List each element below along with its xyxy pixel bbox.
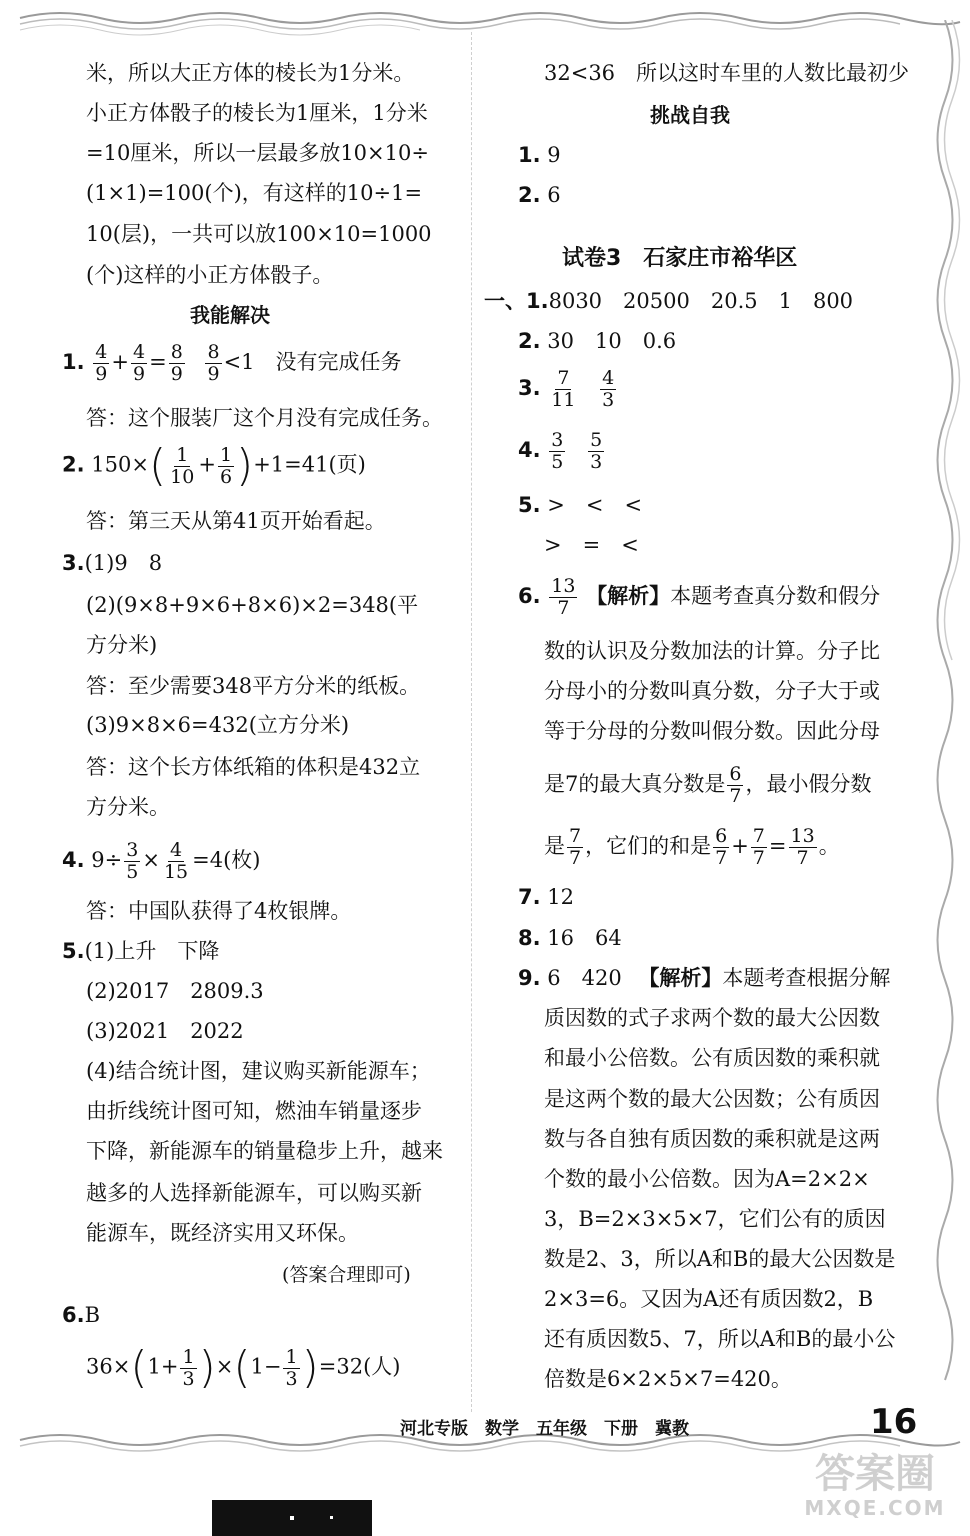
fraction: $\frac{3}{5}$	[551, 429, 564, 473]
fraction: $\frac{13}{7}$	[790, 825, 815, 869]
text-line: (个)这样的小正方体骰子。	[86, 263, 334, 287]
fraction: $\frac{1}{3}$	[285, 1345, 298, 1390]
answer-line: 答：这个长方体纸箱的体积是432立	[86, 755, 421, 779]
right-wave-border	[920, 20, 970, 1400]
text-line: (4)结合统计图，建议购买新能源车；	[86, 1059, 431, 1083]
answer-line: 答：这个服装厂这个月没有完成任务。	[86, 406, 443, 430]
fraction: $\frac{5}{3}$	[590, 429, 603, 473]
answer-line: 答：至少需要348平方分米的纸板。	[86, 674, 421, 698]
top-wave-border	[0, 0, 970, 40]
answer-item: 5. > < <	[518, 493, 643, 517]
text-line: 是7的最大真分数是 $\frac{6}{7}$ ，最小假分数	[544, 763, 872, 807]
fraction: $\frac{4}{9}$	[95, 341, 108, 385]
text-line: 等于分母的分数叫假分数。因此分母	[544, 719, 880, 743]
fraction: $\frac{13}{7}$	[551, 575, 576, 619]
text-line: 还有质因数5、7，所以A和B的最小公	[544, 1327, 896, 1351]
text-line: 是 $\frac{7}{7}$ ，它们的和是 $\frac{6}{7}$ + $\frac{7}{7}$ = $\frac{13}{7}$ 。	[544, 825, 840, 869]
question-number: 3.	[62, 551, 85, 575]
note-text: (答案合理即可)	[282, 1264, 411, 1286]
text-line: 和最小公倍数。公有质因数的乘积就	[544, 1046, 880, 1070]
fraction: $\frac{3}{5}$	[126, 839, 139, 883]
text-line: 越多的人选择新能源车，可以购买新	[86, 1181, 422, 1205]
fraction: $\frac{7}{7}$	[569, 825, 582, 869]
analysis-tag: 【解析】	[586, 584, 671, 608]
question-number: 5.	[62, 939, 85, 963]
fraction: $\frac{1}{10}$	[170, 443, 195, 488]
answer-item: 1. 9	[518, 143, 561, 167]
answer-item: 6. $\frac{13}{7}$ 【解析】本题考查真分数和假分	[518, 575, 881, 619]
fraction: $\frac{8}{9}$	[170, 341, 183, 385]
text-line: 数是2、3，所以A和B的最大公因数是	[544, 1247, 896, 1271]
question-number: 2.	[62, 452, 85, 477]
text-line: (2)2017 2809.3	[86, 979, 264, 1003]
answer-item: 7. 12	[518, 885, 575, 909]
text-line: 是这两个数的最大公因数；公有质因	[544, 1087, 880, 1111]
fraction: $\frac{7}{11}$	[551, 367, 576, 411]
column-separator	[471, 32, 472, 1412]
answer-item: 3. $\frac{7}{11}$ $\frac{4}{3}$	[518, 367, 615, 411]
question-number: 1.	[62, 350, 85, 374]
fraction: $\frac{4}{15}$	[163, 839, 189, 883]
answer-item: 8. 16 64	[518, 926, 622, 950]
text-line: 方分米)	[86, 633, 158, 657]
text-line: 个数的最小公倍数。因为A=2×2×	[544, 1167, 870, 1191]
text-line: 下降，新能源车的销量稳步上升，越来	[86, 1139, 443, 1163]
watermark	[790, 1452, 960, 1532]
text-line: 2×3=6。又因为A还有质因数2，B	[544, 1287, 874, 1311]
section-title-challenge: 挑战自我	[650, 103, 730, 127]
question-6: 6.B	[62, 1303, 101, 1327]
text-line: 由折线统计图可知，燃油车销量逐步	[86, 1099, 422, 1123]
answer-line: 答：第三天从第41页开始看起。	[86, 509, 386, 533]
text-line: =10厘米，所以一层最多放10×10÷	[86, 141, 429, 165]
paper-title: 试卷3 石家庄市裕华区	[562, 246, 798, 271]
fraction: $\frac{6}{7}$	[715, 825, 728, 869]
watermark-url: MXQE.COM	[804, 1496, 946, 1520]
text-line: 质因数的式子求两个数的最大公因数	[544, 1006, 880, 1030]
text-line: (1×1)=100(个)，有这样的10÷1=	[86, 181, 423, 205]
fraction: $\frac{1}{6}$	[219, 443, 233, 488]
text-line: 32<36 所以这时车里的人数比最初少	[544, 61, 910, 85]
text-line: > = <	[544, 533, 639, 557]
fraction: $\frac{1}{3}$	[182, 1345, 195, 1390]
watermark-logo-text: 答案圈	[815, 1451, 935, 1497]
fraction: $\frac{6}{7}$	[729, 763, 742, 807]
text-line: 3，B=2×3×5×7，它们公有的质因	[544, 1207, 886, 1231]
text-line: 小正方体骰子的棱长为1厘米，1分米	[86, 101, 428, 125]
answer-item: 4. $\frac{3}{5}$ $\frac{5}{3}$	[518, 429, 603, 473]
text-line: 能源车，既经济实用又环保。	[86, 1221, 359, 1245]
section-title-solve: 我能解决	[190, 303, 270, 327]
question-1: 1. $\frac{4}{9}$ + $\frac{4}{9}$ = $\frac{8}{9}$ $\frac{8}{9}$ <1 没有完成任务	[62, 341, 402, 385]
text-line: (3)2021 2022	[86, 1019, 244, 1043]
bottom-black-bar	[212, 1500, 372, 1536]
question-2: 2. 150×( $\frac{1}{10}$ + $\frac{1}{6}$ )+1=41(页)	[62, 440, 366, 491]
answer-item: 9. 6 420 【解析】本题考查根据分解	[518, 966, 891, 990]
text-line: (3)9×8×6=432(立方分米)	[86, 713, 350, 737]
text-line: 分母小的分数叫真分数，分子大于或	[544, 679, 880, 703]
text-line: (2)(9×8+9×6+8×6)×2=348(平	[86, 593, 419, 617]
text-line: 米，所以大正方体的棱长为1分米。	[86, 61, 415, 85]
question-4: 4. 9÷ $\frac{3}{5}$ × $\frac{4}{15}$ =4(枚)	[62, 839, 261, 883]
question-number: 6.	[62, 1303, 85, 1327]
question-number: 4.	[62, 848, 85, 872]
text-line: 10(层)，一共可以放100×10=1000	[86, 222, 432, 246]
answer-item: 2. 30 10 0.6	[518, 329, 677, 353]
question-3: 3.(1)9 8	[62, 551, 163, 575]
page-number: 16	[870, 1402, 918, 1442]
answer-item: 2. 6	[518, 183, 561, 207]
text-line: 方分米。	[86, 795, 170, 819]
text-line: 倍数是6×2×5×7=420。	[544, 1367, 792, 1391]
fraction: $\frac{7}{7}$	[752, 825, 765, 869]
answer-line: 答：中国队获得了4枚银牌。	[86, 899, 352, 923]
text-line: 数与各自独有质因数的乘积就是这两	[544, 1127, 880, 1151]
fraction: $\frac{4}{9}$	[132, 341, 146, 385]
answer-item: 一、1.8030 20500 20.5 1 800	[484, 289, 854, 313]
formula-line: 36×(1+ $\frac{1}{3}$ )×(1− $\frac{1}{3}$ )=32(人)	[86, 1342, 401, 1393]
fraction: $\frac{4}{3}$	[602, 367, 615, 411]
analysis-tag: 【解析】	[638, 966, 723, 990]
text-line: 数的认识及分数加法的计算。分子比	[544, 639, 880, 663]
question-5: 5.(1)上升 下降	[62, 939, 220, 963]
footer-book-info: 河北专版 数学 五年级 下册 冀教	[400, 1419, 689, 1439]
fraction: $\frac{8}{9}$	[207, 341, 220, 385]
